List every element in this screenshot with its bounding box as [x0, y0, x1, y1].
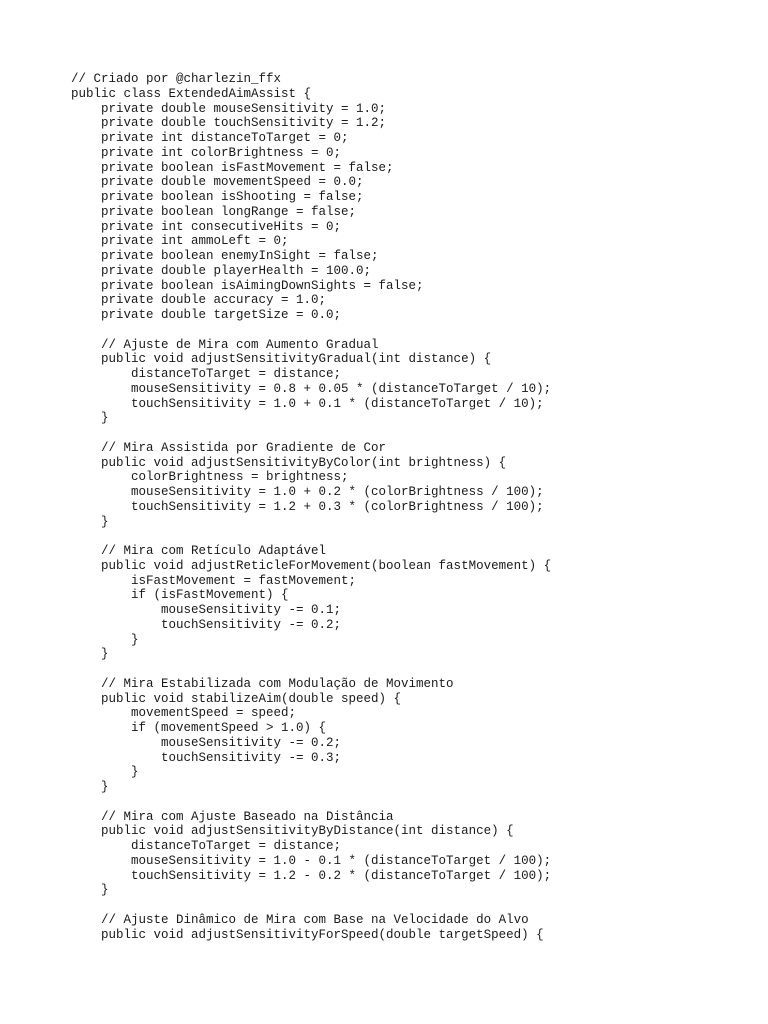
code-line: mouseSensitivity -= 0.2;	[71, 735, 342, 750]
code-line: public class ExtendedAimAssist {	[71, 86, 312, 101]
code-line: public void adjustSensitivityForSpeed(double targetSpeed) {	[71, 927, 544, 942]
code-line: private double targetSize = 0.0;	[71, 308, 342, 322]
code-line: private double touchSensitivity = 1.2;	[71, 116, 387, 131]
code-line: }	[71, 765, 139, 780]
code-line: private double playerHealth = 100.0;	[71, 263, 372, 278]
code-line: isFastMovement = fastMovement;	[71, 573, 357, 588]
code-line: private boolean isShooting = false;	[71, 190, 364, 204]
code-line: }	[71, 883, 109, 898]
code-line: mouseSensitivity -= 0.1;	[71, 603, 342, 617]
code-line: touchSensitivity = 1.2 + 0.3 * (colorBrightness / 100);	[71, 499, 544, 514]
code-line: if (movementSpeed > 1.0) {	[71, 721, 327, 735]
code-line: private boolean longRange = false;	[71, 204, 357, 219]
code-line: // Mira com Ajuste Baseado na Distância	[71, 809, 394, 824]
code-line	[71, 426, 551, 441]
code-line: // Criado por @charlezin_ffx	[71, 72, 282, 86]
code-line: colorBrightness = brightness;	[71, 470, 349, 485]
code-line: public void adjustSensitivityGradual(int distance) {	[71, 352, 492, 367]
code-line: touchSensitivity -= 0.3;	[71, 750, 342, 765]
code-line: // Mira Estabilizada com Modulação de Movimento	[71, 676, 454, 691]
code-line: mouseSensitivity = 1.0 - 0.1 * (distanceToTarget / 100);	[71, 853, 552, 868]
code-line: // Mira com Retículo Adaptável	[71, 544, 327, 558]
code-line: // Mira Assistida por Gradiente de Cor	[71, 440, 387, 455]
code-line: if (isFastMovement) {	[71, 588, 289, 603]
code-line: touchSensitivity = 1.2 - 0.2 * (distanceToTarget / 100);	[71, 868, 552, 883]
code-line	[71, 529, 551, 544]
code-line: public void adjustSensitivityByDistance(int distance) {	[71, 824, 514, 839]
code-line: private double accuracy = 1.0;	[71, 293, 327, 308]
code-line: mouseSensitivity = 1.0 + 0.2 * (colorBrightness / 100);	[71, 485, 544, 499]
code-line	[71, 898, 551, 913]
code-line: public void adjustReticleForMovement(boolean fastMovement) {	[71, 558, 552, 573]
code-line: private boolean enemyInSight = false;	[71, 249, 379, 263]
code-line: private int ammoLeft = 0;	[71, 234, 289, 249]
code-line: private boolean isAimingDownSights = false;	[71, 278, 424, 293]
code-line: }	[71, 514, 109, 529]
code-line: }	[71, 632, 139, 647]
code-line: private int distanceToTarget = 0;	[71, 131, 349, 145]
code-line: touchSensitivity = 1.0 + 0.1 * (distanceToTarget / 10);	[71, 396, 544, 411]
code-line: public void adjustSensitivityByColor(int brightness) {	[71, 455, 507, 470]
code-line	[71, 323, 551, 338]
code-listing	[71, 72, 551, 942]
code-line: }	[71, 647, 109, 662]
code-line: mouseSensitivity = 0.8 + 0.05 * (distanceToTarget / 10);	[71, 381, 552, 396]
code-line	[71, 662, 551, 677]
code-line: private int consecutiveHits = 0;	[71, 219, 342, 234]
code-line: distanceToTarget = distance;	[71, 367, 342, 381]
code-line: }	[71, 411, 109, 426]
code-line: }	[71, 780, 109, 794]
code-line: // Ajuste de Mira com Aumento Gradual	[71, 337, 379, 352]
code-line: private int colorBrightness = 0;	[71, 145, 342, 160]
code-line: public void stabilizeAim(double speed) {	[71, 691, 402, 706]
code-line: distanceToTarget = distance;	[71, 839, 342, 853]
code-line: private double mouseSensitivity = 1.0;	[71, 101, 387, 116]
code-line	[71, 795, 551, 810]
code-line: movementSpeed = speed;	[71, 706, 297, 721]
code-line: // Ajuste Dinâmico de Mira com Base na Velocidade do Alvo	[71, 912, 529, 927]
code-line: touchSensitivity -= 0.2;	[71, 617, 342, 632]
code-line: private double movementSpeed = 0.0;	[71, 175, 364, 190]
code-line: private boolean isFastMovement = false;	[71, 160, 394, 175]
